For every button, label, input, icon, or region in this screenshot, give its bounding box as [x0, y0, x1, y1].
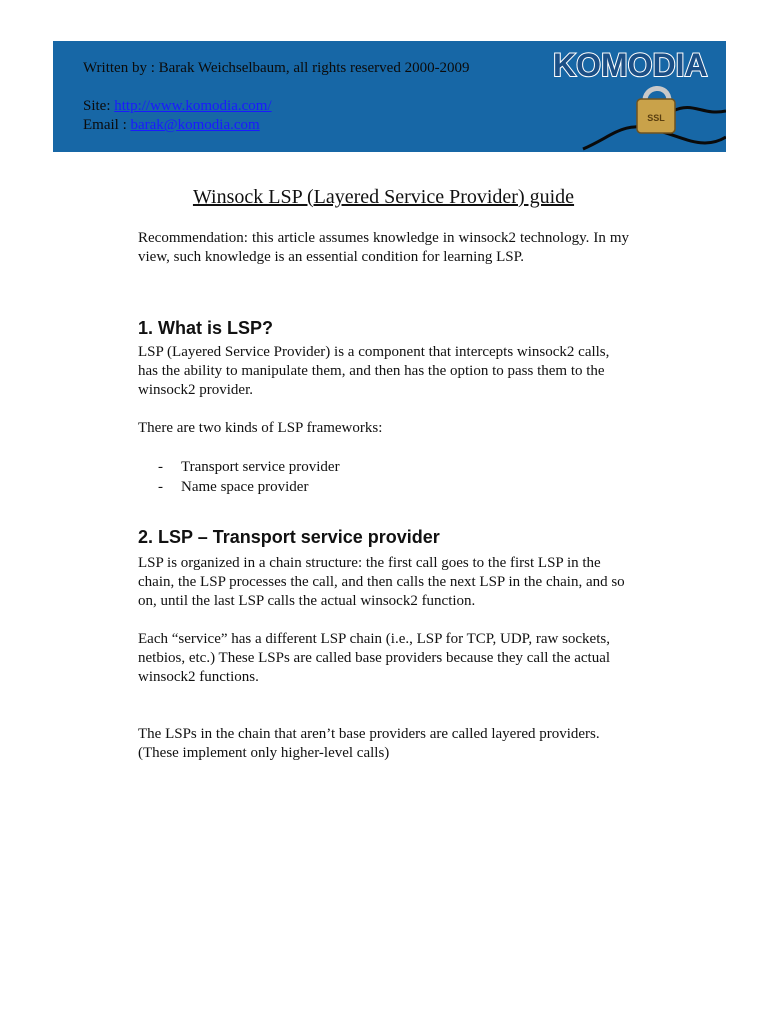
header-banner [53, 41, 726, 152]
email-label: Email : [83, 117, 131, 133]
section2-heading: 2. LSP – Transport service provider [138, 527, 440, 547]
site-label: Site: [83, 98, 115, 114]
section1-heading: 1. What is LSP? [138, 318, 274, 338]
padlock-icon [553, 41, 726, 152]
site-line [83, 97, 470, 116]
list-bullet: - [158, 459, 163, 475]
email-link[interactable]: barak@komodia.com [130, 117, 260, 133]
list-item [138, 477, 340, 497]
komodia-logo [553, 41, 726, 152]
svg-text:SSL: SSL [647, 113, 665, 123]
section1-paragraph-2: There are two kinds of LSP frameworks: [138, 420, 383, 436]
recommendation-paragraph: Recommendation: this article assumes knowledge in winsock2 technology. In my view, such knowledge is an essential condition for learning LSP. [138, 230, 629, 265]
author-line: Written by : Barak Weichselbaum, all rights reserved 2000-2009 [83, 60, 470, 76]
list-bullet: - [158, 479, 163, 495]
logo-text: KOMODIA [553, 47, 708, 83]
list-item-text: Name space provider [181, 479, 309, 495]
page-title: Winsock LSP (Layered Service Provider) guide [192, 186, 575, 208]
email-line [83, 116, 470, 135]
header-info [83, 59, 470, 135]
site-link[interactable]: http://www.komodia.com/ [114, 98, 272, 114]
section1-paragraph-1: LSP (Layered Service Provider) is a component that intercepts winsock2 calls, has the ability to manipulate them, and then has the option to pass them to the winsock2 provider. [138, 344, 610, 398]
section2-paragraph-2: Each “service” has a different LSP chain (i.e., LSP for TCP, UDP, raw sockets, netbios, etc.) These LSPs are called base providers because they call the actual winsock2 functions. [138, 631, 611, 685]
section2-paragraph-3: The LSPs in the chain that aren’t base providers are called layered providers. (These implement only higher-level calls) [138, 726, 600, 761]
section2-paragraph-1: LSP is organized in a chain structure: the first call goes to the first LSP in the chain, the LSP processes the call, and then calls the next LSP in the chain, and so on, until the last LSP calls the actual winsock2 function. [138, 555, 625, 609]
list-item [138, 457, 340, 477]
lsp-framework-list [138, 457, 340, 497]
list-item-text: Transport service provider [181, 459, 340, 475]
